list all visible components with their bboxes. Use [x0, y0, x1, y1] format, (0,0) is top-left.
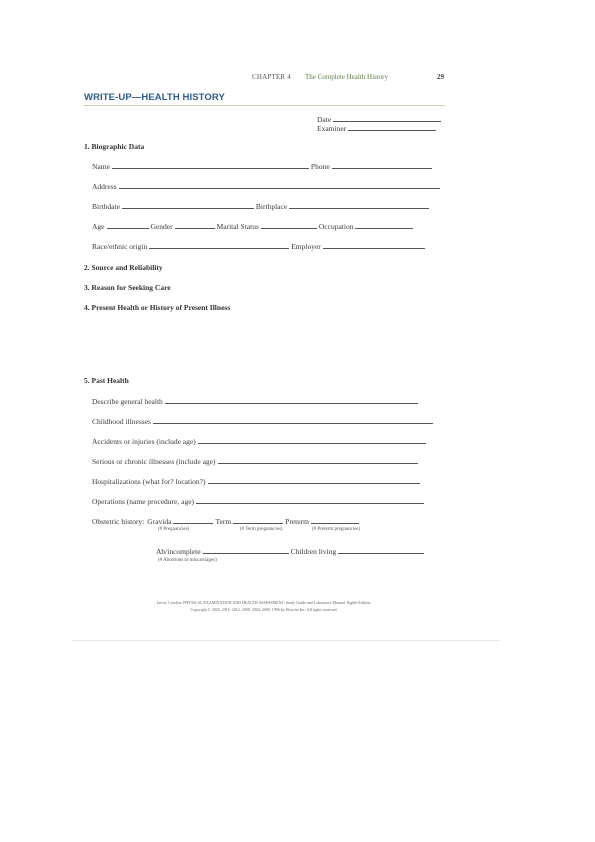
childhood-illnesses-label: Childhood illnesses	[92, 417, 151, 426]
age-field[interactable]	[107, 221, 149, 229]
birthdate-label: Birthdate	[92, 202, 120, 211]
hospitalizations-row	[92, 476, 422, 486]
form-title: WRITE-UP—HEALTH HISTORY	[84, 92, 225, 103]
address-row	[92, 181, 442, 191]
birthdate-field[interactable]	[122, 201, 254, 209]
operations-label: Operations (name procedure, age)	[92, 497, 195, 506]
general-health-row	[92, 396, 420, 406]
gender-field[interactable]	[175, 221, 215, 229]
phone-field[interactable]	[332, 161, 432, 169]
term-hint: (# Term pregnancies)	[240, 527, 283, 532]
section-reason-seeking-care: 3. Reason for Seeking Care	[84, 283, 171, 292]
address-field[interactable]	[119, 181, 440, 189]
gender-label: Gender	[150, 222, 173, 231]
chapter-label: CHAPTER 4	[252, 73, 291, 81]
demographic-row	[92, 221, 415, 231]
address-label: Address	[92, 182, 117, 191]
origin-row	[92, 241, 427, 251]
ab-incomplete-hint: (# Abortions or miscarriages)	[158, 558, 217, 563]
date-label: Date	[317, 115, 332, 124]
general-health-label: Describe general health	[92, 397, 163, 406]
section-past-health: 5. Past Health	[84, 376, 129, 385]
accidents-field[interactable]	[198, 436, 426, 444]
name-row	[92, 161, 434, 171]
examiner-label: Examiner	[317, 124, 347, 133]
examiner-row	[317, 123, 438, 133]
phone-label: Phone	[310, 162, 330, 171]
ab-incomplete-label: Ab/incomplete	[156, 547, 201, 556]
preterm-hint: (# Preterm pregnancies)	[312, 527, 361, 532]
page-bottom-divider	[72, 640, 500, 641]
occupation-label: Occupation	[318, 222, 354, 231]
hospitalizations-label: Hospitalizations (what for? location?)	[92, 477, 206, 486]
name-field[interactable]	[112, 161, 309, 169]
childhood-illnesses-row	[92, 416, 435, 426]
examiner-field[interactable]	[348, 123, 436, 131]
term-label: Term	[215, 517, 232, 526]
age-label: Age	[92, 222, 105, 231]
serious-illnesses-field[interactable]	[218, 456, 418, 464]
occupation-field[interactable]	[355, 221, 413, 229]
employer-label: Employer	[291, 242, 321, 251]
obstetric-label: Obstetric history:	[92, 517, 145, 526]
gravida-field[interactable]	[173, 516, 213, 524]
accidents-label: Accidents or injuries (include age)	[92, 437, 196, 446]
birthplace-label: Birthplace	[255, 202, 288, 211]
ab-incomplete-field[interactable]	[203, 546, 289, 554]
term-field[interactable]	[233, 516, 283, 524]
marital-status-field[interactable]	[261, 221, 317, 229]
copyright-line-1: Jarvis, Carolyn: PHYSICAL EXAMINATION AND HEALTH ASSESSMENT: Study Guide and Laboratory Manual, Eighth Edition.	[156, 600, 372, 605]
birthplace-field[interactable]	[289, 201, 429, 209]
obstetric-row	[92, 516, 361, 526]
serious-illnesses-row	[92, 456, 420, 466]
section-source-reliability: 2. Source and Reliability	[84, 263, 163, 272]
children-living-field[interactable]	[338, 546, 424, 554]
accidents-row	[92, 436, 428, 446]
name-label: Name	[92, 162, 110, 171]
children-living-label: Children living	[290, 547, 337, 556]
chapter-title: The Complete Health History	[305, 73, 389, 81]
preterm-field[interactable]	[311, 516, 359, 524]
preterm-label: Preterm	[285, 517, 309, 526]
operations-field[interactable]	[196, 496, 424, 504]
serious-illnesses-label: Serious or chronic illnesses (include age)	[92, 457, 216, 466]
childhood-illnesses-field[interactable]	[153, 416, 433, 424]
copyright-line-2: Copyright © 2020, 2016, 2012, 2008, 2004, 2000, 1996 by Elsevier Inc. All rights reserved.	[190, 607, 338, 612]
title-divider	[84, 105, 445, 106]
employer-field[interactable]	[323, 241, 425, 249]
race-field[interactable]	[149, 241, 289, 249]
page-number: 29	[437, 73, 444, 81]
gravida-label: Gravida	[147, 517, 172, 526]
section-present-health: 4. Present Health or History of Present Illness	[84, 303, 231, 312]
general-health-field[interactable]	[165, 396, 418, 404]
abortion-row	[156, 546, 426, 556]
section-biographic-data: 1. Biographic Data	[84, 142, 145, 151]
date-field[interactable]	[333, 114, 441, 122]
gravida-hint: (# Pregnancies)	[158, 527, 190, 532]
marital-status-label: Marital Status	[216, 222, 259, 231]
birth-row	[92, 201, 431, 211]
race-label: Race/ethnic origin	[92, 242, 148, 251]
hospitalizations-field[interactable]	[208, 476, 420, 484]
operations-row	[92, 496, 426, 506]
